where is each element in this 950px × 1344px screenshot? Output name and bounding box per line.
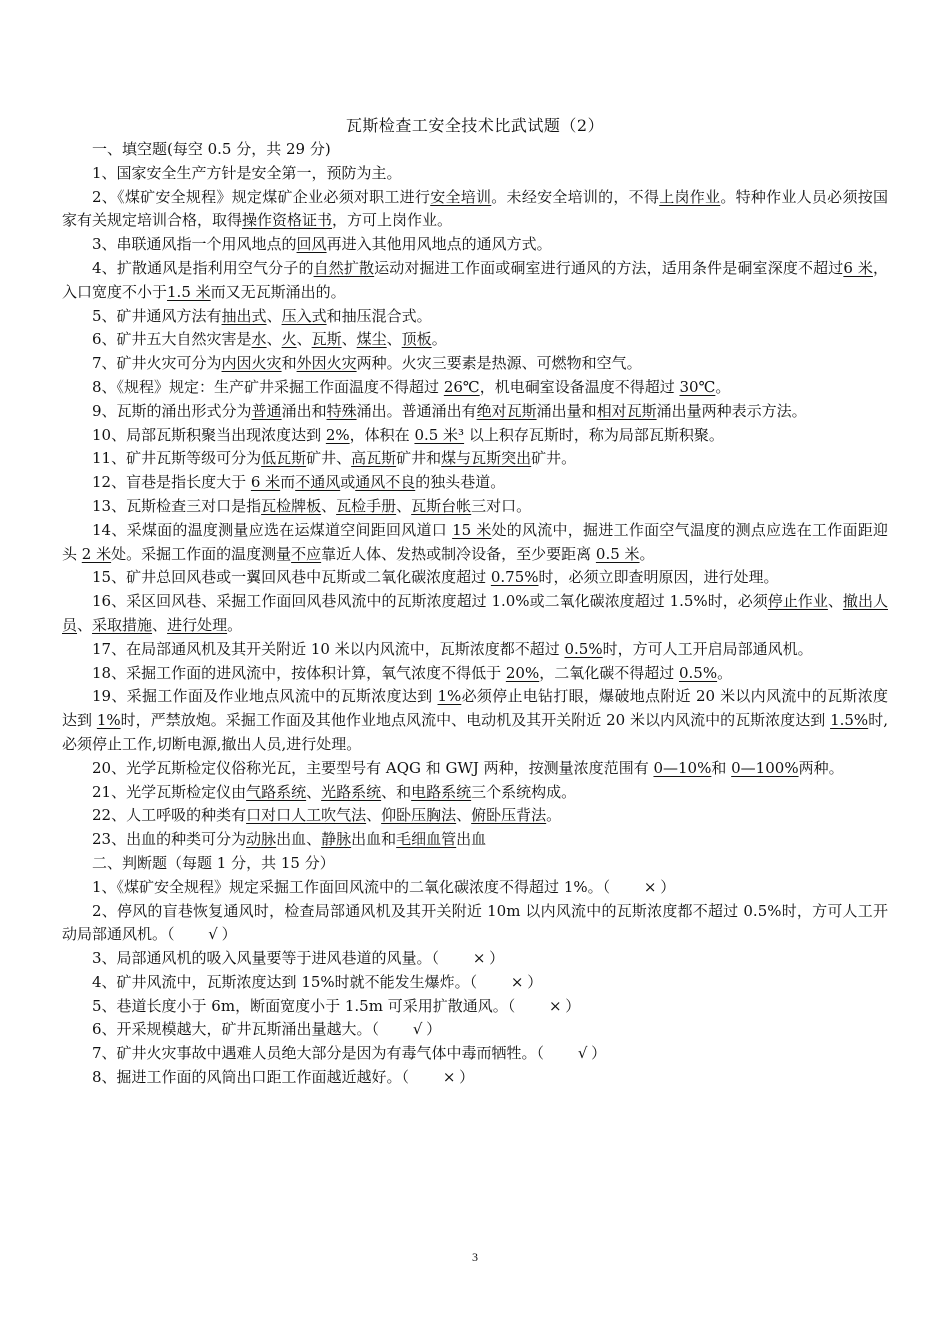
question-text: 时，严禁放炮。采掘工作面及其他作业地点风流中、电动机及其开关附近 20 米以内风流中的瓦斯浓度达到 <box>120 711 831 730</box>
question-text: 矿井。 <box>531 449 577 468</box>
document-body <box>62 138 888 1090</box>
question-text: 或 <box>340 473 356 492</box>
question-item <box>62 590 888 638</box>
answer-mark: √ <box>577 1044 588 1063</box>
answer-blank: 0—10% <box>653 758 712 777</box>
answer-bracket-close: ） <box>459 1068 475 1087</box>
page-number: 3 <box>472 1250 478 1264</box>
answer-blank: 动脉 <box>246 830 277 849</box>
judgment-text: 3、局部通风机的吸入风量要等于进风巷道的风量。 <box>92 949 432 968</box>
question-text: 和抽压混合式。 <box>326 306 432 325</box>
question-item <box>62 519 888 567</box>
question-text: 涌出量两种表示方法。 <box>656 401 807 420</box>
question-text: 、 <box>386 330 402 349</box>
answer-blank: 采取措施 <box>92 615 153 634</box>
page-title: 瓦斯检查工安全技术比武试题（2） <box>345 116 605 135</box>
answer-blank: 不通风 <box>295 473 341 492</box>
question-text: 和 <box>281 354 297 373</box>
answer-blank: 抽出式 <box>221 306 267 325</box>
answer-blank: 撤出人员 <box>62 592 888 634</box>
question-text: 涌出。普通涌出有 <box>356 401 477 420</box>
question-text: 三对口。 <box>471 496 532 515</box>
question-text: 、 <box>296 330 312 349</box>
judgment-item <box>62 971 888 995</box>
question-text: ，体积在 <box>349 425 415 444</box>
question-text: 出血、 <box>276 830 322 849</box>
answer-blank: 特殊 <box>326 401 357 420</box>
question-text: 时，必须立即查明原因，进行处理。 <box>538 568 779 587</box>
answer-blank: 6 米 <box>843 258 873 277</box>
judgment-item <box>62 995 888 1019</box>
question-text: 的独头巷道。 <box>415 473 506 492</box>
question-text: 处。采掘工作面的温度测量 <box>111 544 292 563</box>
question-text: 、 <box>152 615 168 634</box>
answer-blank: 压入式 <box>281 306 327 325</box>
question-text: 9、瓦斯的涌出形式分为 <box>92 401 252 420</box>
question-text: 。 <box>639 544 655 563</box>
question-text: 以上积存瓦斯时，称为局部瓦斯积聚。 <box>464 425 724 444</box>
answer-bracket-open: （ <box>536 1044 545 1063</box>
question-text: 、 <box>827 592 843 611</box>
answer-blank: 低瓦斯 <box>261 449 307 468</box>
judgment-text: 5、巷道长度小于 6m，断面宽度小于 1.5m 可采用扩散通风。 <box>92 996 508 1015</box>
section2-heading: 二、判断题（每题 1 分，共 15 分） <box>92 853 335 872</box>
answer-bracket-close: ） <box>527 972 543 991</box>
true-false-section <box>62 876 888 1090</box>
answer-bracket-close: ） <box>565 996 581 1015</box>
question-text: 18、采掘工作面的进风流中，按体积计算，氧气浓度不得低于 <box>92 663 506 682</box>
question-item <box>62 447 888 471</box>
answer-blank: 静脉 <box>321 830 352 849</box>
question-item <box>62 376 888 400</box>
answer-blank: 外因火灾 <box>296 354 357 373</box>
judgment-text: 6、开采规模越大，矿井瓦斯涌出量越大。 <box>92 1020 372 1039</box>
answer-mark: × <box>442 1068 456 1087</box>
answer-blank: 进行处理 <box>167 615 228 634</box>
question-text: 22、人工呼吸的种类有 <box>92 806 247 825</box>
judgment-item <box>62 1042 888 1066</box>
question-item <box>62 352 888 376</box>
answer-blank: 光路系统 <box>321 782 382 801</box>
question-text: 、 <box>456 806 472 825</box>
question-text: 涌出量和 <box>536 401 597 420</box>
question-item <box>62 566 888 590</box>
question-item <box>62 400 888 424</box>
answer-blank: 6 米 <box>250 473 281 492</box>
answer-blank: 0—100% <box>731 758 799 777</box>
answer-blank: 水 <box>251 330 267 349</box>
question-text: ，机电硐室设备温度不得超过 <box>479 377 680 396</box>
answer-blank: 通风不良 <box>355 473 416 492</box>
fill-blank-section <box>62 162 888 852</box>
question-text: 4、扩散通风是指利用空气分子的 <box>92 258 314 277</box>
answer-blank: 20% <box>505 663 540 682</box>
answer-blank: 煤尘 <box>356 330 387 349</box>
question-text: 、 <box>266 306 282 325</box>
question-text: 12、盲巷是指长度大于 <box>92 473 251 492</box>
answer-bracket-close: ） <box>221 925 237 944</box>
answer-blank: 瓦检手册 <box>336 496 397 515</box>
answer-blank: 2% <box>325 425 350 444</box>
answer-mark: × <box>548 996 562 1015</box>
answer-blank: 回风 <box>296 235 327 254</box>
question-item <box>62 186 888 234</box>
question-text: 两种。火灾三要素是热源、可燃物和空气。 <box>356 354 642 373</box>
question-item <box>62 471 888 495</box>
answer-blank: 0.5 米³ <box>414 425 465 444</box>
answer-bracket-open: （ <box>469 972 478 991</box>
question-item <box>62 662 888 686</box>
answer-blank: 煤与瓦斯突出 <box>441 449 532 468</box>
question-item <box>62 757 888 781</box>
question-text: 、 <box>341 330 357 349</box>
question-text: 3、串联通风指一个用风地点的 <box>92 235 297 254</box>
judgment-item <box>62 1066 888 1090</box>
answer-blank: 火 <box>281 330 297 349</box>
question-text: 。未经安全培训的，不得 <box>491 187 660 206</box>
question-text: 20、光学瓦斯检定仪俗称光瓦，主要型号有 AQG 和 GWJ 两种，按测量浓度范围有 <box>92 758 654 777</box>
question-text: 。 <box>431 330 447 349</box>
question-text: 13、瓦斯检查三对口是指 <box>92 496 262 515</box>
answer-blank: 仰卧压胸法 <box>381 806 457 825</box>
answer-blank: 26℃ <box>443 377 480 396</box>
question-text: 再进入其他用风地点的通风方式。 <box>326 235 552 254</box>
answer-mark: × <box>510 972 524 991</box>
question-item <box>62 638 888 662</box>
question-text: 而 <box>280 473 296 492</box>
answer-blank: 0.75% <box>490 568 539 587</box>
question-text: 、 <box>266 330 282 349</box>
answer-blank: 2 米 <box>81 544 112 563</box>
answer-blank: 自然扩散 <box>313 258 375 277</box>
question-item <box>62 804 888 828</box>
question-item <box>62 305 888 329</box>
answer-mark: √ <box>208 925 218 944</box>
question-text: 。 <box>227 615 243 634</box>
question-text: 、 <box>321 496 337 515</box>
question-text: 两种。 <box>798 758 844 777</box>
question-text: 7、矿井火灾可分为 <box>92 354 222 373</box>
answer-blank: 操作资格证书 <box>242 211 333 230</box>
answer-bracket-open: （ <box>431 949 440 968</box>
question-text: 10、局部瓦斯积聚当出现浓度达到 <box>92 425 326 444</box>
answer-blank: 30℃ <box>679 377 716 396</box>
question-item <box>62 328 888 352</box>
question-text: 而又无瓦斯涌出的。 <box>210 282 346 301</box>
judgment-item <box>62 900 888 948</box>
answer-mark: √ <box>412 1020 423 1039</box>
question-text: 。 <box>546 806 562 825</box>
answer-blank: 1% <box>96 711 121 730</box>
judgment-item <box>62 876 888 900</box>
question-item <box>62 495 888 519</box>
question-text: 。 <box>717 663 733 682</box>
question-text: ，二氧化碳不得超过 <box>539 663 679 682</box>
answer-blank: 安全培训 <box>430 187 492 206</box>
question-text: 2、《煤矿安全规程》规定煤矿企业必须对职工进行 <box>92 187 431 206</box>
answer-blank: 不应 <box>291 544 322 563</box>
answer-blank: 绝对瓦斯 <box>476 401 537 420</box>
question-text: 6、矿井五大自然灾害是 <box>92 330 252 349</box>
question-text: 出血和 <box>351 830 397 849</box>
question-item <box>62 424 888 448</box>
question-text: 19、采掘工作面及作业地点风流中的瓦斯浓度达到 <box>92 687 438 706</box>
judgment-item <box>62 947 888 971</box>
judgment-text: 1、《煤矿安全规程》规定采掘工作面回风流中的二氧化碳浓度不得超过 1%。 <box>92 877 603 896</box>
answer-blank: 高瓦斯 <box>351 449 397 468</box>
question-text: 16、采区回风巷、采掘工作面回风巷风流中的瓦斯浓度超过 1.0%或二氧化碳浓度超过 1.5%时，必须 <box>92 592 768 611</box>
question-text: 三个系统构成。 <box>471 782 577 801</box>
question-text: 运动对掘进工作面或硐室进行通风的方法，适用条件是硐室深度不超过 <box>374 258 844 277</box>
judgment-text: 4、矿井风流中，瓦斯浓度达到 15%时就不能发生爆炸。 <box>92 972 470 991</box>
question-text: ，入口宽度不小于 <box>62 258 888 301</box>
section1-heading: 一、填空题(每空 0.5 分，共 29 分) <box>92 140 331 158</box>
question-text: 和 <box>711 758 732 777</box>
question-text: 时,必须停止工作,切断电源,撤出人员,进行处理。 <box>62 711 888 753</box>
question-text: 、 <box>77 615 93 634</box>
answer-blank: 0.5 米 <box>595 544 640 563</box>
answer-blank: 气路系统 <box>246 782 307 801</box>
question-text: 。特种作业人员必须按国家有关规定培训合格，取得 <box>62 187 888 230</box>
answer-blank: 顶板 <box>401 330 432 349</box>
question-text: 处的风流中，掘进工作面空气温度的测点应选在工作面距迎头 <box>62 520 889 563</box>
question-item <box>62 257 888 305</box>
answer-blank: 上岗作业 <box>659 187 721 206</box>
answer-bracket-open: （ <box>401 1068 410 1087</box>
answer-blank: 0.5% <box>678 663 718 682</box>
answer-blank: 电路系统 <box>411 782 472 801</box>
question-item <box>62 162 888 186</box>
answer-blank: 15 米 <box>452 520 492 539</box>
answer-blank: 俯卧压背法 <box>471 806 547 825</box>
answer-blank: 瓦检牌板 <box>261 496 322 515</box>
question-text: 靠近人体、发热或制冷设备，至少要距离 <box>321 544 596 563</box>
question-text: 11、矿井瓦斯等级可分为 <box>92 449 262 468</box>
answer-blank: 内因火灾 <box>221 354 282 373</box>
answer-blank: 瓦斯 <box>311 330 342 349</box>
answer-blank: 1.5 米 <box>167 282 211 301</box>
judgment-item <box>62 1018 888 1042</box>
answer-bracket-close: ） <box>591 1044 607 1063</box>
question-text: 15、矿井总回风巷或一翼回风巷中瓦斯或二氧化碳浓度超过 <box>92 568 491 587</box>
question-text: 14、采煤面的温度测量应选在运煤道空间距回风道口 <box>92 520 453 539</box>
answer-bracket-open: （ <box>602 877 611 896</box>
question-item <box>62 781 888 805</box>
question-item <box>62 685 888 756</box>
question-text: 时，方可人工开启局部通风机。 <box>602 639 813 658</box>
question-text: 5、矿井通风方法有 <box>92 306 222 325</box>
answer-blank: 1.5% <box>830 711 869 730</box>
question-text: 矿井和 <box>396 449 442 468</box>
answer-bracket-close: ） <box>489 949 505 968</box>
answer-blank: 1% <box>437 687 462 706</box>
answer-mark: × <box>472 949 486 968</box>
question-text: 、 <box>366 806 382 825</box>
question-item <box>62 828 888 852</box>
question-text: 矿井、 <box>306 449 352 468</box>
answer-blank: 口对口人工吹气法 <box>246 806 367 825</box>
judgment-text: 8、掘进工作面的风筒出口距工作面越近越好。 <box>92 1068 402 1087</box>
question-text: 1、国家安全生产方针是安全第一，预防为主。 <box>92 163 402 182</box>
answer-blank: 普通 <box>251 401 282 420</box>
question-item <box>62 233 888 257</box>
answer-bracket-open: （ <box>167 925 175 944</box>
answer-blank: 相对瓦斯 <box>596 401 657 420</box>
answer-bracket-open: （ <box>507 996 516 1015</box>
question-text: 出血 <box>456 830 487 849</box>
question-text: 17、在局部通风机及其开关附近 10 米以内风流中，瓦斯浓度都不超过 <box>92 639 565 658</box>
answer-mark: × <box>643 877 657 896</box>
question-text: 。 <box>715 377 731 396</box>
question-text: 8、《规程》规定：生产矿井采掘工作面温度不得超过 <box>92 377 444 396</box>
question-text: 23、出血的种类可分为 <box>92 830 247 849</box>
answer-blank: 0.5% <box>564 639 603 658</box>
answer-blank: 停止作业 <box>767 592 828 611</box>
question-text: 21、光学瓦斯检定仪由 <box>92 782 247 801</box>
answer-bracket-close: ） <box>426 1020 442 1039</box>
question-text: 必须停止电钻打眼，爆破地点附近 20 米以内风流中的瓦斯浓度达到 <box>62 687 888 730</box>
answer-bracket-close: ） <box>660 877 676 896</box>
answer-blank: 毛细血管 <box>396 830 457 849</box>
answer-bracket-open: （ <box>371 1020 380 1039</box>
question-text: ，方可上岗作业。 <box>332 211 453 230</box>
judgment-text: 2、停风的盲巷恢复通风时，检查局部通风机及其开关附近 10m 以内风流中的瓦斯浓度都不超过 0.5%时，方可人工开动局部通风机。 <box>62 901 888 944</box>
judgment-text: 7、矿井火灾事故中遇难人员绝大部分是因为有毒气体中毒而牺牲。 <box>92 1044 537 1063</box>
question-text: 涌出和 <box>281 401 327 420</box>
answer-blank: 瓦斯台帐 <box>411 496 472 515</box>
question-text: 、和 <box>381 782 412 801</box>
question-text: 、 <box>306 782 322 801</box>
question-text: 、 <box>396 496 412 515</box>
